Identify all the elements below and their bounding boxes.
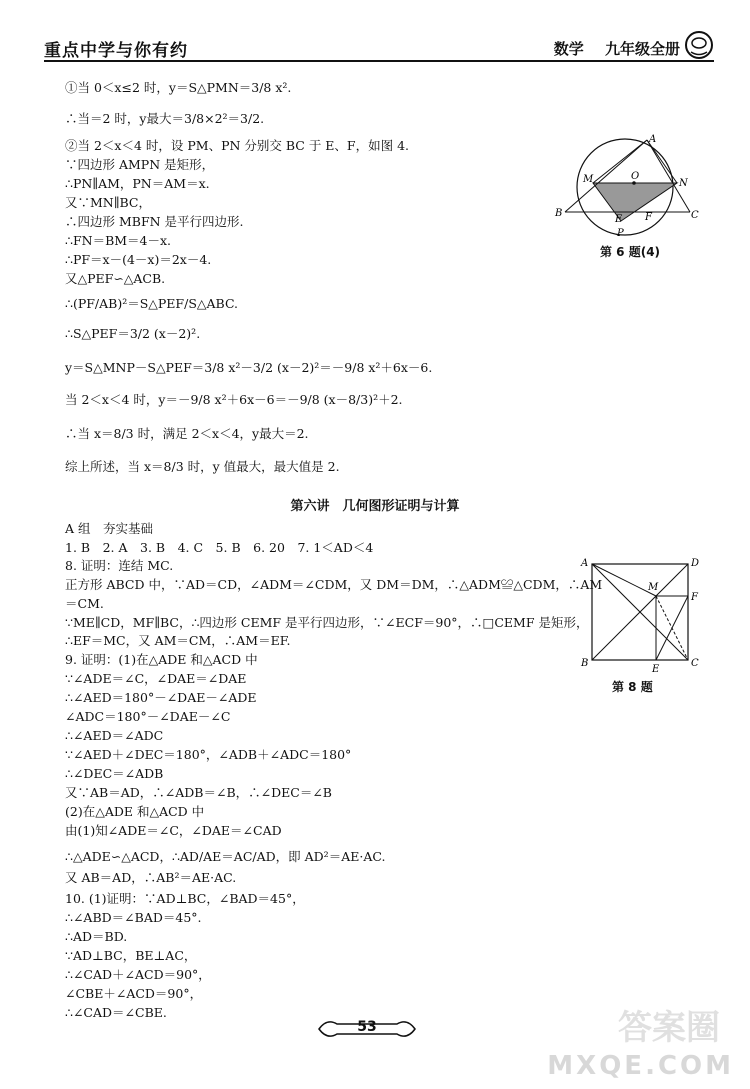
text-line: 当 2＜x＜4 时，y＝－9/8 x²＋6x－6＝－9/8 (x－8/3)²＋2.	[65, 392, 403, 407]
text-line: ∴∠CAD＝∠CBE.	[65, 1005, 167, 1020]
text-line: ∵AD⊥BC，BE⊥AC，	[65, 948, 197, 963]
text-line: ∴∠AED＝∠ADC	[65, 728, 164, 743]
text-line: ∠CBE＋∠ACD＝90°，	[65, 986, 203, 1001]
text-line: 由(1)知∠ADE＝∠C，∠DAE＝∠CAD	[65, 823, 282, 838]
text-line: 10. (1)证明：∵AD⊥BC，∠BAD＝45°，	[65, 891, 305, 906]
header-subject: 数学	[553, 40, 584, 58]
fig8-label: M	[648, 582, 659, 593]
header-subject-grade	[538, 38, 680, 59]
text-line: y＝S△MNP－S△PEF＝3/8 x²－3/2 (x－2)²＝－9/8 x²＋6x－6.	[65, 360, 433, 375]
text-line: 9. 证明：(1)在△ADE 和△ACD 中	[65, 652, 258, 667]
fig8-label: A	[581, 558, 589, 569]
text-line: ∴当 x＝8/3 时，满足 2＜x＜4，y最大＝2.	[65, 426, 309, 441]
fig6-label: O	[631, 171, 640, 182]
text-line: ∴∠ABD＝∠BAD＝45°.	[65, 910, 202, 925]
text-line: ∴S△PEF＝3/2 (x－2)².	[65, 326, 201, 341]
fig6-label: B	[555, 208, 563, 219]
page-number-badge	[317, 1014, 417, 1044]
text-line: 1. B 2. A 3. B 4. C 5. B 6. 20 7. 1＜AD＜4	[65, 540, 374, 555]
text-line: (2)在△ADE 和△ACD 中	[65, 804, 205, 819]
text-line: ∴当＝2 时，y最大＝3/8×2²＝3/2.	[65, 111, 265, 126]
section-title: 第六讲 几何图形证明与计算	[290, 499, 460, 514]
fig6-label: P	[617, 228, 624, 239]
text-line: ∴AD＝BD.	[65, 929, 128, 944]
fig6-label: E	[615, 214, 623, 225]
text-line: ∠ADC＝180°－∠DAE－∠C	[65, 709, 231, 724]
text-line: ∴(PF/AB)²＝S△PEF/S△ABC.	[65, 296, 239, 311]
figure-6	[545, 132, 705, 244]
fig6-label: A	[649, 134, 657, 145]
figure-8	[578, 556, 708, 676]
text-line: A 组 夯实基础	[65, 521, 154, 536]
fig6-label: N	[679, 178, 688, 189]
text-line: ∵∠ADE＝∠C，∠DAE＝∠DAE	[65, 671, 247, 686]
text-line: 又△PEF∽△ACB.	[65, 271, 166, 286]
header-brand: 重点中学与你有约	[44, 41, 188, 61]
fig8-label: E	[652, 664, 660, 675]
fig6-label: F	[645, 212, 652, 223]
text-line: ∴∠CAD＋∠ACD＝90°，	[65, 967, 211, 982]
fig8-label: B	[581, 658, 589, 669]
text-line: 又∵MN∥BC，	[65, 195, 151, 210]
fig6-label: M	[583, 174, 594, 185]
text-line: ∵∠AED＋∠DEC＝180°，∠ADB＋∠ADC＝180°	[65, 747, 352, 762]
header-grade: 九年级全册	[604, 40, 680, 58]
watermark-top: 答案圈	[618, 1008, 720, 1048]
fig8-label: F	[691, 592, 698, 603]
header-rule	[44, 60, 714, 62]
text-line: 综上所述，当 x＝8/3 时，y 值最大，最大值是 2.	[65, 459, 340, 474]
text-line: ∴PF＝x－(4－x)＝2x－4.	[65, 252, 212, 267]
globe-logo-icon	[684, 30, 714, 60]
text-line: 又∵AB＝AD，∴∠ADB＝∠B，∴∠DEC＝∠B	[65, 785, 332, 800]
text-line: ∴四边形 MBFN 是平行四边形.	[65, 214, 244, 229]
text-line: ∴∠DEC＝∠ADB	[65, 766, 164, 781]
fig6-label: C	[691, 210, 699, 221]
watermark-bottom: MXQE.COM	[547, 1051, 734, 1081]
text-line: 8. 证明：连结 MC.	[65, 558, 174, 573]
fig8-label: D	[691, 558, 700, 569]
text-line: ＝CM.	[65, 596, 104, 611]
page-number: 53	[357, 1019, 377, 1035]
text-line: 又 AB＝AD，∴AB²＝AE·AC.	[65, 870, 237, 885]
text-line: ∴EF＝MC，又 AM＝CM，∴AM＝EF.	[65, 633, 291, 648]
text-line: ∴∠AED＝180°－∠DAE－∠ADE	[65, 690, 257, 705]
text-line: 正方形 ABCD 中，∵AD＝CD，∠ADM＝∠CDM，又 DM＝DM，∴△ADM≌△CDM，∴AM	[65, 577, 603, 592]
text-line: ∴FN＝BM＝4－x.	[65, 233, 172, 248]
figure-8-caption: 第 8 题	[612, 680, 653, 694]
text-line: ∵ME∥CD，MF∥BC，∴四边形 CEMF 是平行四边形，∵∠ECF＝90°，∴□CEMF 是矩形，	[65, 615, 589, 630]
text-line: ∵四边形 AMPN 是矩形，	[65, 157, 215, 172]
text-line: ∴△ADE∽△ACD，∴AD/AE＝AC/AD，即 AD²＝AE·AC.	[65, 849, 386, 864]
fig8-label: C	[691, 658, 699, 669]
text-line: ①当 0＜x≤2 时，y＝S△PMN＝3/8 x².	[65, 80, 292, 95]
text-line: ∴PN∥AM，PN＝AM＝x.	[65, 176, 210, 191]
text-line: ②当 2＜x＜4 时，设 PM、PN 分别交 BC 于 E、F，如图 4.	[65, 138, 410, 153]
figure-6-caption: 第 6 题(4)	[600, 245, 661, 259]
